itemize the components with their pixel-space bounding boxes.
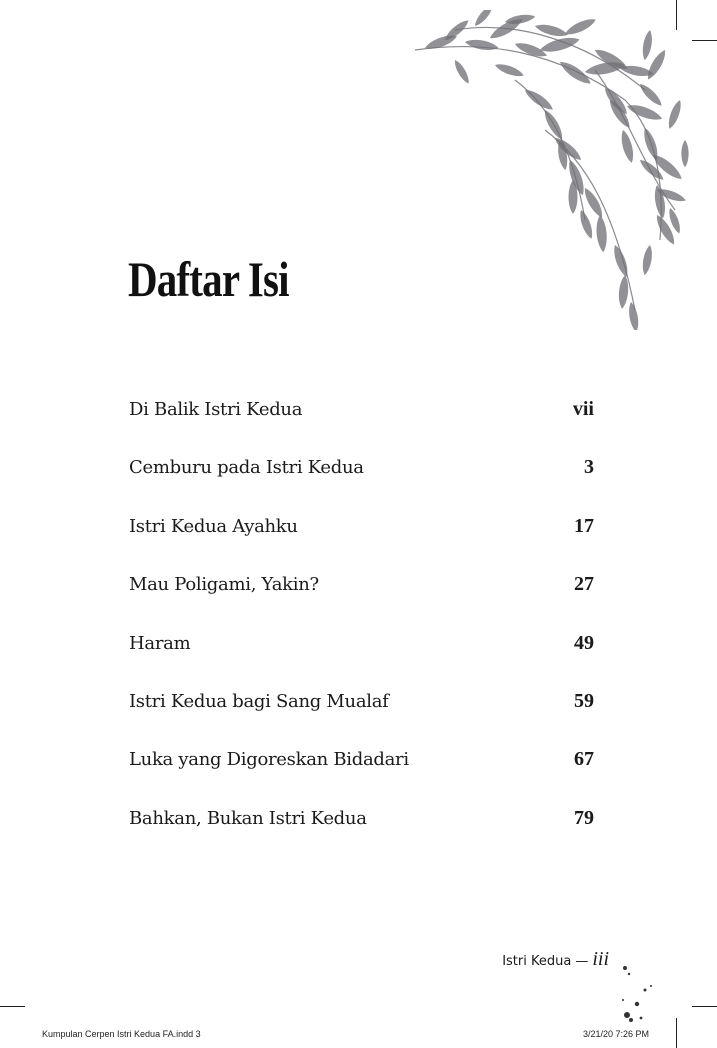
crop-mark-top-right <box>692 40 717 41</box>
leaf-shape <box>666 99 684 131</box>
toc-row[interactable] <box>129 748 594 806</box>
toc-entry-page: 3 <box>584 456 594 479</box>
leaf-shape <box>494 61 526 79</box>
leaf-shape <box>637 81 664 108</box>
toc-entry-page: 49 <box>574 631 594 654</box>
crop-mark-bottom-left <box>0 1006 25 1007</box>
toc-entry-page: 67 <box>574 748 594 771</box>
toc-entry-page: vii <box>572 398 594 420</box>
leaf-shape <box>522 86 555 113</box>
ink-speck-icon <box>615 960 665 1030</box>
leaf-shape <box>534 22 569 39</box>
leaf-shape <box>595 215 608 253</box>
toc-entry-title: Istri Kedua bagi Sang Mualaf <box>129 690 389 712</box>
running-header-dash: — <box>575 954 589 969</box>
toc-entry-page: 27 <box>574 573 594 596</box>
toc-entry-title: Di Balik Istri Kedua <box>129 399 303 420</box>
toc-entry-title: Haram <box>129 632 191 654</box>
leaves-ornament-icon <box>395 10 695 330</box>
running-header <box>502 948 609 971</box>
leaf-shape <box>464 38 499 53</box>
leaf-shape <box>442 17 471 43</box>
leaf-shape <box>681 140 688 167</box>
page-number: iii <box>592 948 609 970</box>
leaf-shape <box>472 10 495 28</box>
toc-row[interactable] <box>129 573 594 631</box>
page-title: Daftar Isi <box>128 251 289 307</box>
crop-mark-bottom-right <box>692 1006 717 1007</box>
leaf-shape <box>577 209 595 241</box>
leaf-shape <box>619 129 636 164</box>
toc-row[interactable] <box>129 807 594 865</box>
toc-row[interactable] <box>129 515 594 573</box>
toc-entry-page: 59 <box>574 689 594 712</box>
running-header-book: Istri Kedua <box>502 954 572 969</box>
leaf-shape <box>641 29 654 61</box>
leaf-shape <box>563 16 598 39</box>
toc-entry-title: Luka yang Digoreskan Bidadari <box>129 749 409 771</box>
toc-entry-page: 17 <box>574 514 594 537</box>
toc-row[interactable] <box>129 456 594 514</box>
toc-row[interactable] <box>129 632 594 690</box>
leaf-shape <box>627 301 640 330</box>
leaf-shape <box>625 101 664 123</box>
slug-date: 3/21/20 7:26 PM <box>583 1029 650 1039</box>
table-of-contents <box>129 398 594 865</box>
toc-row[interactable] <box>129 690 594 748</box>
toc-entry-page: 79 <box>574 806 594 829</box>
leaf-shape <box>452 58 472 85</box>
toc-entry-title: Bahkan, Bukan Istri Kedua <box>129 807 367 829</box>
leaf-shape <box>552 135 584 164</box>
slug-filename: Kumpulan Cerpen Istri Kedua FA.indd 3 <box>42 1029 201 1039</box>
toc-row[interactable] <box>129 398 594 456</box>
toc-entry-title: Cemburu pada Istri Kedua <box>129 457 364 479</box>
leaf-shape <box>641 244 654 276</box>
leaf-shape <box>611 243 631 278</box>
leaf-shape <box>539 34 581 55</box>
toc-entry-title: Mau Poligami, Yakin? <box>129 574 319 596</box>
crop-mark-bottom <box>676 1018 677 1048</box>
toc-entry-title: Istri Kedua Ayahku <box>129 515 298 537</box>
